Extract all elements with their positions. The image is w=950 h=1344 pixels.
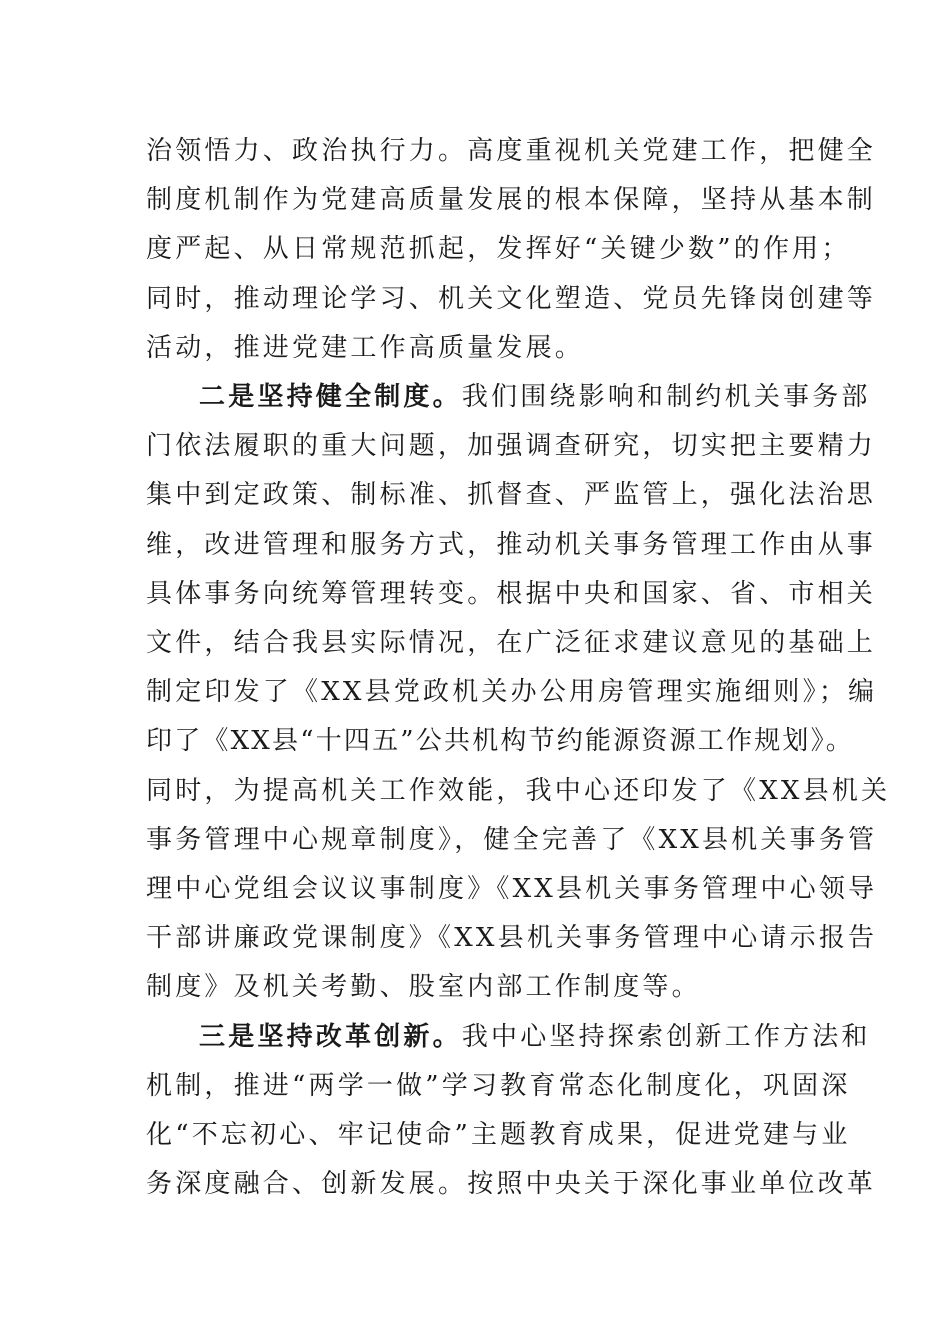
- text-line: 制度机制作为党建高质量发展的根本保障，坚持从基本制: [146, 185, 877, 216]
- paragraph-reform-innovation: [146, 1013, 877, 1210]
- text-line: 制定印发了《XX县党政机关办公用房管理实施细则》；编: [146, 677, 878, 708]
- text-line: 具体事务向统筹管理转变。根据中央和国家、省、市相关: [146, 578, 877, 609]
- text-line: 同时，为提高机关工作效能，我中心还印发了《XX县机关: [146, 775, 891, 806]
- text-line: 干部讲廉政党课制度》《XX县机关事务管理中心请示报告: [146, 923, 878, 954]
- paragraph-party-building: [146, 127, 877, 373]
- paragraph-lead-heading: 二是坚持健全制度。: [199, 382, 462, 413]
- text-run: 我们围绕影响和制约机关事务部: [461, 382, 871, 413]
- paragraph-improve-system: [146, 373, 891, 1013]
- text-line: 事务管理中心规章制度》，健全完善了《XX县机关事务管: [146, 824, 878, 855]
- text-line: 度严起、从日常规范抓起，发挥好“关键少数”的作用；: [146, 234, 851, 265]
- text-line-first: [146, 1013, 871, 1062]
- text-line: 治领悟力、政治执行力。高度重视机关党建工作，把健全: [146, 136, 877, 166]
- text-line: 文件，结合我县实际情况，在广泛征求建议意见的基础上: [146, 628, 877, 659]
- text-run: 我中心坚持探索创新工作方法和: [461, 1021, 871, 1052]
- text-line: 印了《XX县“十四五”公共机构节约能源资源工作规划》。: [146, 726, 855, 757]
- text-line: 务深度融合、创新发展。按照中央关于深化事业单位改革: [146, 1169, 877, 1200]
- text-line: 化“不忘初心、牢记使命”主题教育成果，促进党建与业: [146, 1120, 851, 1151]
- document-body: [146, 127, 891, 1209]
- text-line: 制度》及机关考勤、股室内部工作制度等。: [146, 972, 701, 1003]
- text-line-first: [146, 373, 871, 422]
- text-line: 集中到定政策、制标准、抓督查、严监管上，强化法治思: [146, 480, 877, 511]
- text-line: 机制，推进“两学一做”学习教育常态化制度化，巩固深: [146, 1070, 851, 1101]
- text-line: 门依法履职的重大问题，加强调查研究，切实把主要精力: [146, 431, 877, 462]
- text-line: 活动，推进党建工作高质量发展。: [146, 332, 585, 363]
- text-line: 同时，推动理论学习、机关文化塑造、党员先锋岗创建等: [146, 283, 877, 314]
- text-line: 理中心党组会议议事制度》《XX县机关事务管理中心领导: [146, 874, 878, 905]
- paragraph-lead-heading: 三是坚持改革创新。: [199, 1021, 462, 1052]
- text-line: 维，改进管理和服务方式，推动机关事务管理工作由从事: [146, 529, 877, 560]
